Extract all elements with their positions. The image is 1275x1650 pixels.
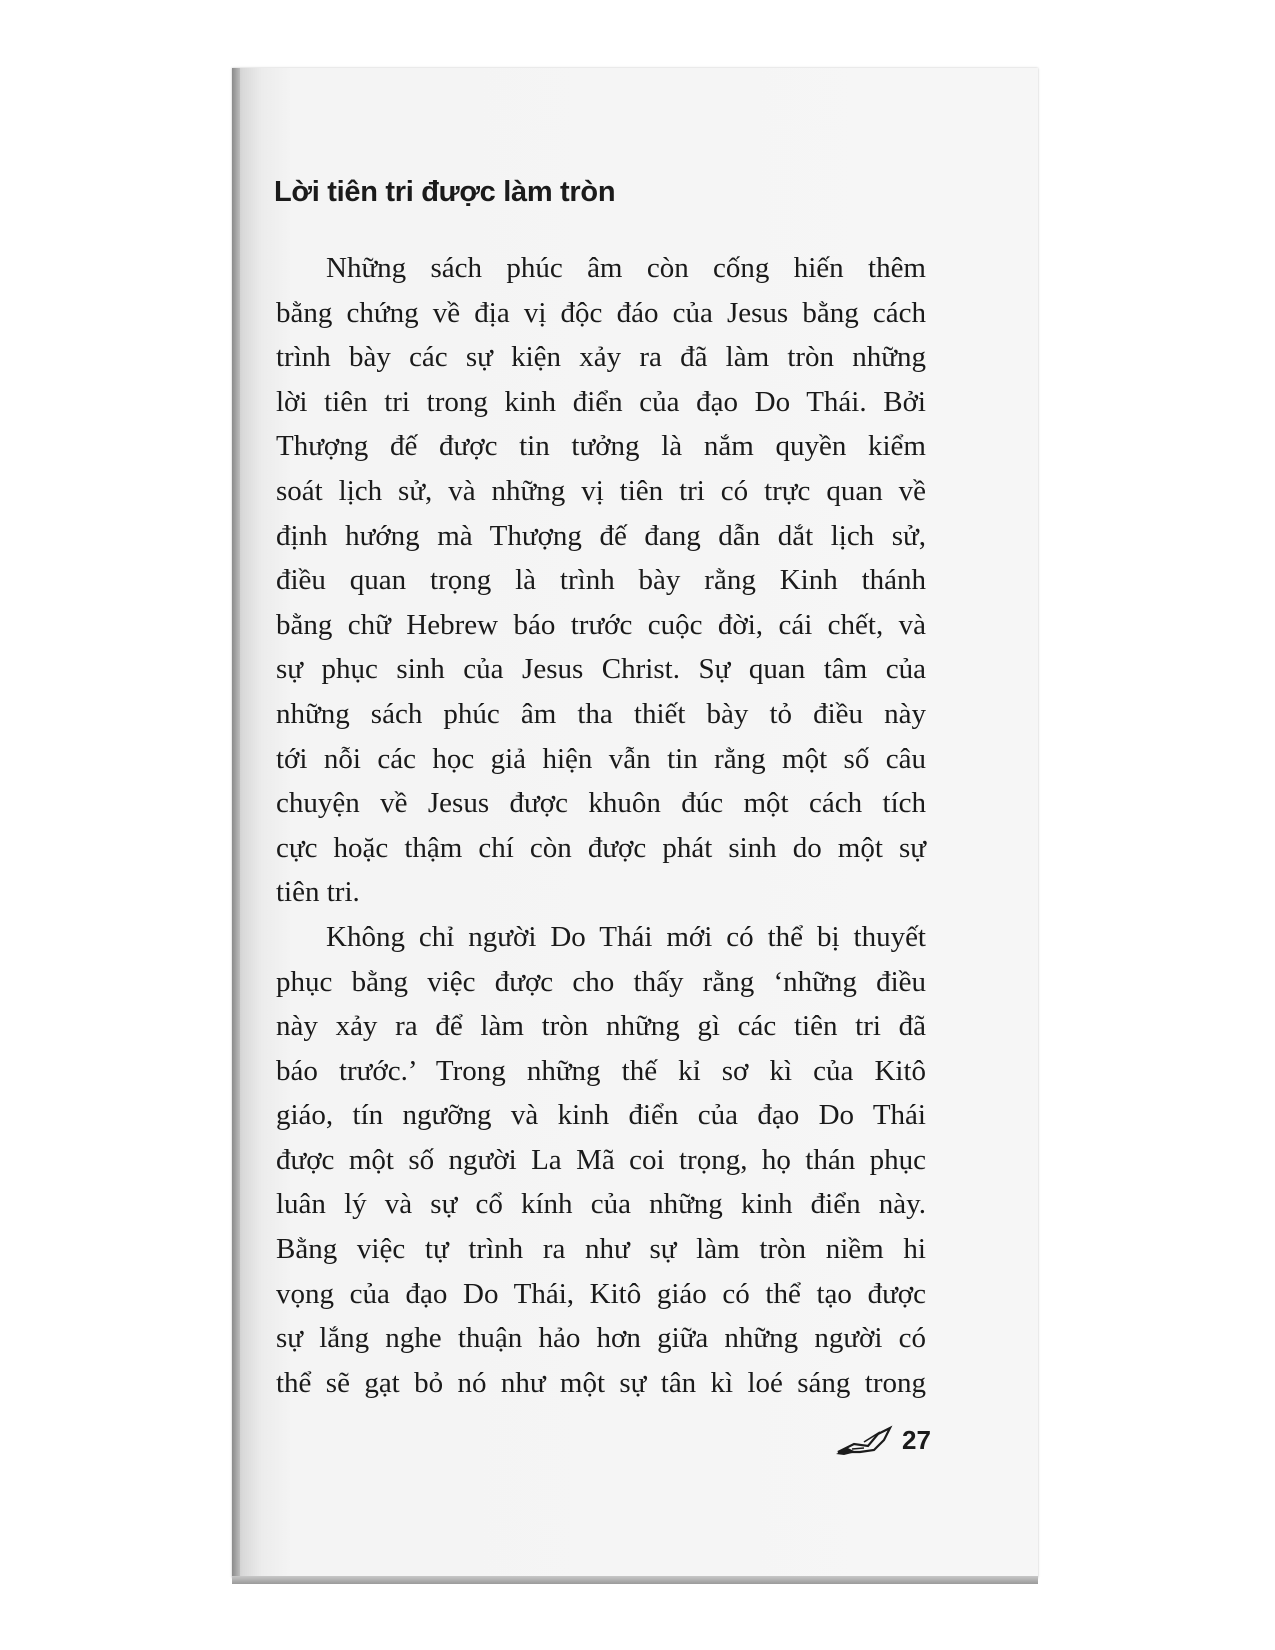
text-line: Thượng đế được tin tưởng là nắm quyền kiểm (276, 430, 926, 463)
paragraph-2 (276, 915, 926, 1406)
text-line: lời tiên tri trong kinh điển của đạo Do Thái. Bởi (276, 385, 926, 418)
text-line: sự lắng nghe thuận hảo hơn giữa những người có (276, 1322, 926, 1355)
text-line: tới nỗi các học giả hiện vẫn tin rằng một số câu (276, 742, 926, 775)
text-line: cực hoặc thậm chí còn được phát sinh do một sự (276, 831, 926, 864)
text-line: Không chỉ người Do Thái mới có thể bị thuyết (326, 920, 926, 953)
book-bottom-edge (232, 1576, 1038, 1584)
text-line: tiên tri. (276, 876, 360, 909)
text-line: trình bày các sự kiện xảy ra đã làm tròn những (276, 341, 926, 374)
text-line: thể sẽ gạt bỏ nó như một sự tân kì loé sáng trong (276, 1366, 926, 1399)
text-line: Những sách phúc âm còn cống hiến thêm (326, 252, 926, 284)
text-line: sự phục sinh của Jesus Christ. Sự quan tâm của (276, 653, 926, 686)
section-heading: Lời tiên tri được làm tròn (274, 176, 616, 208)
text-line: những sách phúc âm tha thiết bày tỏ điều này (276, 697, 926, 730)
text-line: luân lý và sự cổ kính của những kinh điển này. (276, 1188, 926, 1221)
text-line: phục bằng việc được cho thấy rằng ‘những điều (276, 965, 926, 998)
book-spine (232, 68, 240, 1578)
text-line: báo trước.’ Trong những thế kỉ sơ kì của Kitô (276, 1054, 926, 1087)
page-number: 27 (902, 1424, 931, 1455)
paragraph-1 (276, 246, 926, 915)
text-line: định hướng mà Thượng đế đang dẫn dắt lịch sử, (276, 519, 926, 552)
text-line: điều quan trọng là trình bày rằng Kinh thánh (276, 564, 926, 597)
text-line: bằng chữ Hebrew báo trước cuộc đời, cái chết, và (276, 608, 926, 641)
text-line: chuyện về Jesus được khuôn đúc một cách tích (276, 787, 926, 820)
text-line: bằng chứng về địa vị độc đáo của Jesus bằng cách (276, 296, 926, 329)
text-line: soát lịch sử, và những vị tiên tri có trực quan về (276, 474, 926, 507)
text-line: giáo, tín ngưỡng và kinh điển của đạo Do Thái (276, 1099, 926, 1132)
text-line: được một số người La Mã coi trọng, họ thán phục (276, 1143, 926, 1176)
text-line: này xảy ra để làm tròn những gì các tiên tri đã (276, 1010, 926, 1043)
text-line: vọng của đạo Do Thái, Kitô giáo có thể tạo được (276, 1277, 926, 1310)
body-text (276, 246, 926, 1405)
quill-pen-icon (834, 1422, 896, 1458)
text-line: Bằng việc tự trình ra như sự làm tròn niềm hi (276, 1233, 926, 1266)
page-footer (834, 1420, 931, 1460)
